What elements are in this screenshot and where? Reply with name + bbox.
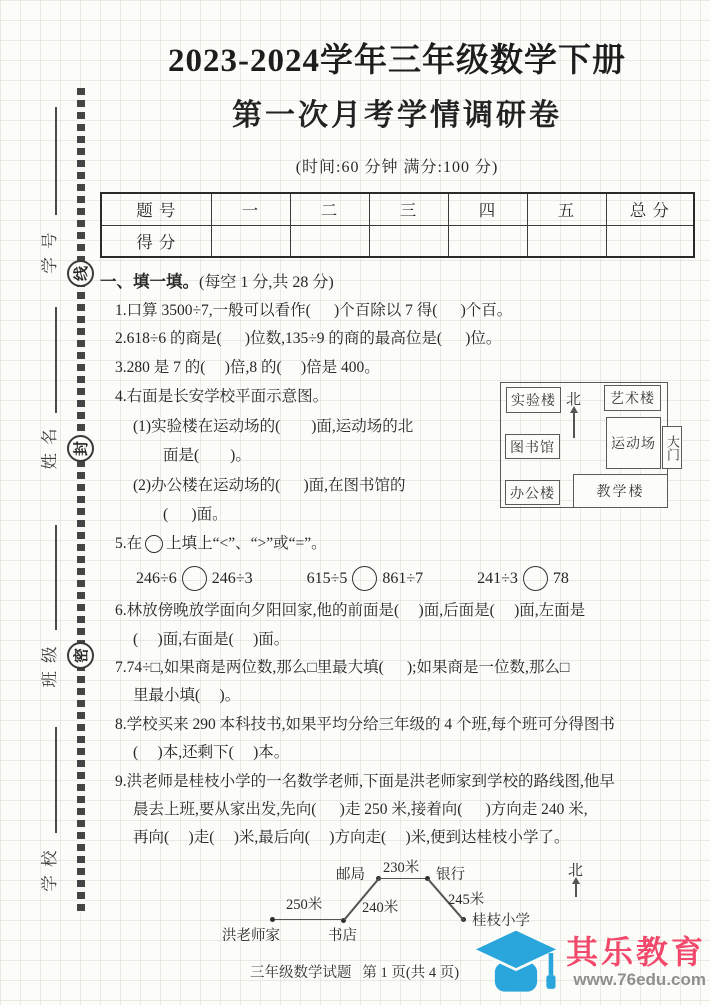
brand-logo <box>470 927 706 1003</box>
question-6-line1: 6.林放傍晚放学面向夕阳回家,他的前面是( )面,后面是( )面,左面是 <box>115 602 586 620</box>
student-id-fill-line <box>55 107 57 215</box>
route-label-school: 桂枝小学 <box>472 912 530 929</box>
route-segment-line <box>275 919 341 921</box>
question-5-intro <box>100 530 694 558</box>
question-9-line2: 晨去上班,要从家出发,先向( )走 250 米,接着向( )方向走 240 米, <box>133 800 588 818</box>
class-fill-line <box>55 525 57 630</box>
compare-circle-icon <box>523 566 548 591</box>
compare-item-1: 246÷6 246÷3 <box>136 566 253 591</box>
route-segment-line <box>380 878 425 880</box>
question-3: 3.280 是 7 的( )倍,8 的( )倍是 400。 <box>115 358 380 376</box>
name-label: 姓 名 <box>40 426 59 470</box>
question-4-sub2-cont: ( )面。 <box>163 506 228 524</box>
score-table-score-row <box>101 225 694 257</box>
route-distance-4: 245米 <box>448 891 485 908</box>
score-cell-4 <box>448 225 527 257</box>
score-cell-3 <box>369 225 448 257</box>
compare-circle-icon <box>182 566 207 591</box>
question-8-line2: ( )本,还剩下( )本。 <box>133 744 290 762</box>
question-4-sub1: (1)实验楼在运动场的( )面,运动场的北 <box>133 417 414 435</box>
score-table <box>100 192 695 258</box>
compare-circle-icon <box>145 535 163 553</box>
brand-name: 其乐教育 <box>565 934 706 970</box>
score-cell-2 <box>290 225 369 257</box>
question-7-line1: 7.74÷□,如果商是两位数,那么□里最大填( );如果商是一位数,那么□ <box>115 658 570 676</box>
map-north-label: 北 <box>566 392 582 409</box>
score-col-3: 三 <box>369 193 448 225</box>
question-2: 2.618÷6 的商是( )位数,135÷9 的商的最高位是( )位。 <box>115 330 502 348</box>
building-sports-field: 运动场 <box>606 417 661 469</box>
student-id-label: 学 号 <box>40 230 59 274</box>
score-cell-5 <box>527 225 606 257</box>
score-col-4: 四 <box>448 193 527 225</box>
route-label-bank: 银行 <box>436 866 465 883</box>
question-8-line1: 8.学校买来 290 本科技书,如果平均分给三年级的 4 个班,每个班可分得图书 <box>115 715 615 733</box>
footer-page-info: 三年级数学试题 第 1 页(共 4 页) <box>250 964 460 981</box>
route-distance-1: 250米 <box>286 896 323 913</box>
school-fill-line <box>55 727 57 833</box>
question-9-line1: 9.洪老师是桂枝小学的一名数学老师,下面是洪老师家到学校的路线图,他早 <box>115 772 615 790</box>
school-label: 学 校 <box>40 848 59 892</box>
building-library: 图书馆 <box>505 434 560 459</box>
north-arrow-icon <box>573 412 575 438</box>
name-fill-line <box>55 307 57 413</box>
section1-note: (每空 1 分,共 28 分) <box>199 274 334 291</box>
page-title: 2023-2024学年三年级数学下册 <box>168 43 626 79</box>
compare-item-3: 241÷3 78 <box>477 566 569 591</box>
seal-dashed-line <box>77 88 85 912</box>
compare-circle-icon <box>352 566 377 591</box>
score-col-5: 五 <box>527 193 606 225</box>
building-teaching: 教学楼 <box>573 474 668 508</box>
building-office: 办公楼 <box>505 480 560 505</box>
main-content <box>100 38 694 982</box>
north-arrow-icon <box>575 883 577 897</box>
graduation-cap-icon <box>470 927 562 1003</box>
question-6-line2: ( )面,右面是( )面。 <box>133 630 290 648</box>
question-9-line3: 再向( )走( )米,最后向( )方向走( )米,便到达桂枝小学了。 <box>133 829 570 847</box>
section1-heading <box>100 268 694 297</box>
route-distance-2: 240米 <box>362 899 399 916</box>
seal-char-mi: 密 <box>67 642 94 669</box>
score-col-total: 总 分 <box>606 193 694 225</box>
page-subtitle: 第一次月考学情调研卷 <box>232 99 562 132</box>
brand-site: www.76edu.com <box>573 970 706 989</box>
school-map-diagram <box>498 380 688 514</box>
question-5-comparisons <box>100 566 694 591</box>
question-4-sub2: (2)办公楼在运动场的( )面,在图书馆的 <box>133 476 406 494</box>
score-col-1: 一 <box>211 193 290 225</box>
building-main-gate: 大门 <box>662 426 682 469</box>
building-lab: 实验楼 <box>506 387 561 413</box>
building-art: 艺术楼 <box>604 385 661 411</box>
route-north-label: 北 <box>568 862 584 879</box>
route-label-bookstore: 书店 <box>328 927 357 944</box>
question-1: 1.口算 3500÷7,一般可以看作( )个百除以 7 得( )个百。 <box>115 302 513 319</box>
question-4-head: 4.右面是长安学校平面示意图。 <box>115 388 329 406</box>
route-label-home: 洪老师家 <box>222 927 280 944</box>
question-7-line2: 里最小填( )。 <box>133 687 241 705</box>
score-cell-total <box>606 225 694 257</box>
score-table-header-row <box>101 193 694 225</box>
score-cell-1 <box>211 225 290 257</box>
score-col-tihao: 题 号 <box>101 193 211 225</box>
class-label: 班 级 <box>40 644 59 688</box>
exam-info: (时间:60 分钟 满分:100 分) <box>295 159 499 176</box>
seal-char-xian: 线 <box>67 260 94 287</box>
question-4-block <box>100 382 694 530</box>
score-row-label: 得 分 <box>101 225 211 257</box>
route-label-post-office: 邮局 <box>336 866 365 883</box>
route-distance-3: 230米 <box>383 859 420 876</box>
score-col-2: 二 <box>290 193 369 225</box>
seal-char-feng: 封 <box>67 435 94 462</box>
brand-text <box>566 927 706 991</box>
question-5-post: 上填上“<”、“>”或“=”。 <box>166 534 327 552</box>
compare-item-2: 615÷5 861÷7 <box>307 566 424 591</box>
question-5-pre: 5.在 <box>115 534 143 552</box>
question-4-sub1-cont: 面是( )。 <box>163 447 251 465</box>
section1-title: 一、填一填。 <box>100 272 199 291</box>
